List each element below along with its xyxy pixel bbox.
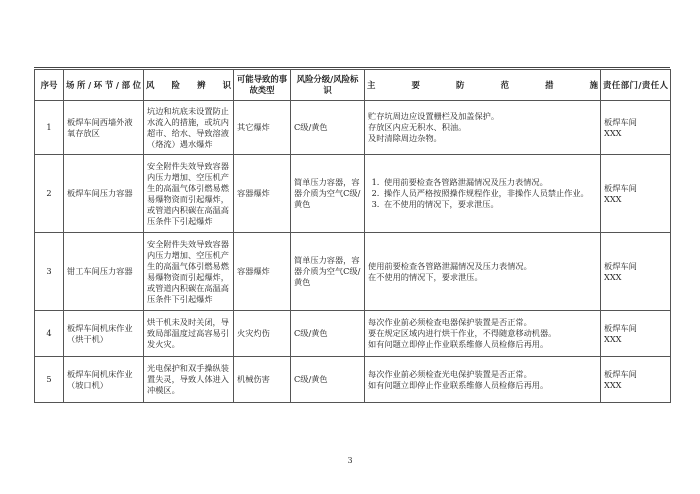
cell-measures <box>365 155 601 233</box>
table-row <box>35 311 671 357</box>
cell-measures <box>365 311 601 357</box>
measure-line: 存放区内应无积水、积油。 <box>368 122 467 132</box>
cell-risk: 安全附件失效导致容器内压力增加、空压机产生的高温气体引燃易燃易爆物资而引起爆炸，或管道内积碳在高温高压条件下引起爆炸 <box>144 155 234 233</box>
header-risk-level: 风险分级/风险标识 <box>291 70 365 101</box>
cell-location: 板焊车间机床作业（烘干机） <box>64 311 144 357</box>
dept-name: 板焊车间 <box>604 368 637 379</box>
measure-line: 如有问题立即停止作业联系维修人员检修后再用。 <box>368 379 549 390</box>
cell-responsible <box>601 311 671 357</box>
cell-accident-type: 容器爆炸 <box>234 233 291 311</box>
top-rule <box>34 67 670 68</box>
cell-location: 板焊车间机床作业（坡口机） <box>64 357 144 403</box>
measure-line: 贮存坑周边应设置栅栏及加盖保护。 <box>368 111 500 121</box>
cell-risk-level: C级/黄色 <box>291 357 365 403</box>
header-no: 序号 <box>35 70 64 101</box>
cell-risk-level: 简单压力容器，容器介质为空气C级/黄色 <box>291 155 365 233</box>
cell-no: 1 <box>35 101 64 155</box>
cell-location: 板焊车间西墙外液氧存放区 <box>64 101 144 155</box>
measure-line: 及时清除周边杂物。 <box>368 133 442 143</box>
cell-location: 板焊车间压力容器 <box>64 155 144 233</box>
cell-measures <box>365 233 601 311</box>
cell-no: 3 <box>35 233 64 311</box>
person-name: XXX <box>604 379 622 390</box>
cell-no: 2 <box>35 155 64 233</box>
person-name: XXX <box>604 193 622 204</box>
measure-line: 要在规定区域内进行烘干作业，不得随意移动机器。 <box>368 328 557 338</box>
cell-measures <box>365 357 601 403</box>
header-responsible: 责任部门/责任人 <box>601 70 671 101</box>
measure-line: 如有问题立即停止作业联系维修人员检修后再用。 <box>368 339 549 349</box>
cell-accident-type: 容器爆炸 <box>234 155 291 233</box>
measure-item: 3. 在不使用的情况下，要求泄压。 <box>382 199 597 210</box>
person-name: XXX <box>604 333 622 344</box>
cell-accident-type: 其它爆炸 <box>234 101 291 155</box>
cell-risk-level: C级/黄色 <box>291 311 365 357</box>
cell-risk: 坑边和坑底未设置防止水流入的措施，或坑内超市、给水、导致溶液（烙流）遇水爆炸 <box>144 101 234 155</box>
cell-measures <box>365 101 601 155</box>
measure-list <box>368 177 597 210</box>
dept-name: 板焊车间 <box>604 182 637 193</box>
cell-accident-type: 火灾灼伤 <box>234 311 291 357</box>
measure-line: 使用前要检查各管路泄漏情况及压力表情况。 <box>368 260 532 271</box>
dept-name: 板焊车间 <box>604 322 637 333</box>
header-accident-type: 可能导致的事故类型 <box>234 70 291 101</box>
cell-location: 钳工车间压力容器 <box>64 233 144 311</box>
measure-line: 每次作业前必须检查光电保护装置是否正常。 <box>368 368 532 379</box>
table-row <box>35 101 671 155</box>
measure-item: 2. 操作人员严格按照操作规程作业，非操作人员禁止作业。 <box>382 188 597 199</box>
risk-table <box>34 69 671 403</box>
person-name: XXX <box>604 127 622 138</box>
table-row <box>35 233 671 311</box>
cell-risk-level: C级/黄色 <box>291 101 365 155</box>
cell-responsible <box>601 101 671 155</box>
cell-risk: 烘干机未及时关闭，导致局部温度过高容易引发火灾。 <box>144 311 234 357</box>
cell-accident-type: 机械伤害 <box>234 357 291 403</box>
cell-responsible <box>601 155 671 233</box>
dept-name: 板焊车间 <box>604 116 637 127</box>
dept-name: 板焊车间 <box>604 260 637 271</box>
measure-line: 每次作业前必须检查电器保护装置是否正常。 <box>368 317 532 327</box>
header-measures: 主 要 防 范 措 施 <box>365 70 601 101</box>
person-name: XXX <box>604 271 622 282</box>
table-header-row <box>35 70 671 101</box>
header-location: 场所/环节/部位 <box>64 70 144 101</box>
measure-line: 在不使用的情况下，要求泄压。 <box>368 271 483 282</box>
cell-no: 5 <box>35 357 64 403</box>
cell-risk: 安全附件失效导致容器内压力增加、空压机产生的高温气体引燃易燃易爆物资而引起爆炸，或管道内积碳在高温高压条件下引起爆炸 <box>144 233 234 311</box>
table-row <box>35 155 671 233</box>
table-row <box>35 357 671 403</box>
cell-no: 4 <box>35 311 64 357</box>
cell-risk: 光电保护和双手操纵装置失灵，导致人体进入冲模区。 <box>144 357 234 403</box>
header-risk: 风 险 辨 识 <box>144 70 234 101</box>
measure-item: 1. 使用前要检查各管路泄漏情况及压力表情况。 <box>382 177 597 188</box>
cell-risk-level: 简单压力容器，容器介质为空气C级/黄色 <box>291 233 365 311</box>
cell-responsible <box>601 233 671 311</box>
cell-responsible <box>601 357 671 403</box>
page-number: 3 <box>347 456 353 465</box>
